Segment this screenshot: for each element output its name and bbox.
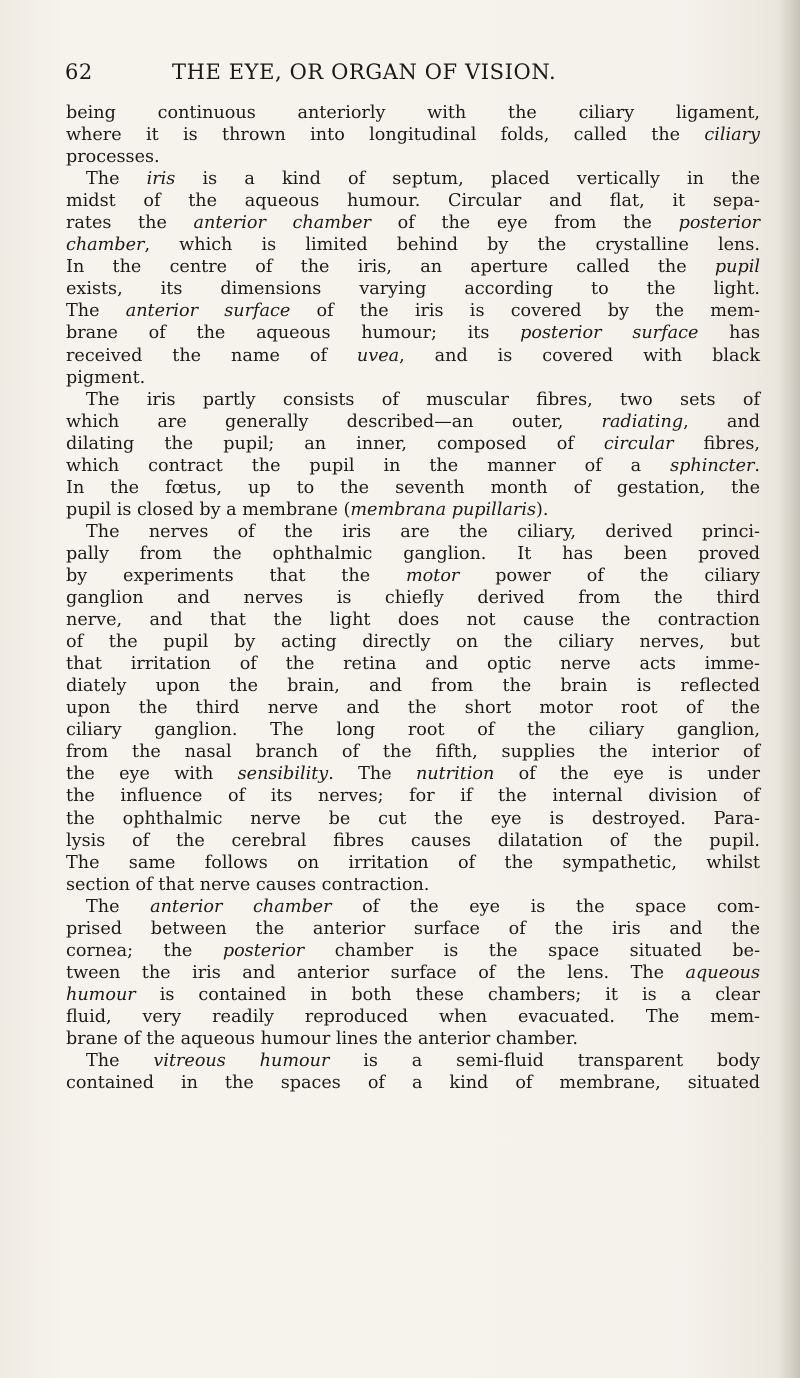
text-line: of the pupil by acting directly on the ciliary nerves, but [66, 632, 760, 653]
page-header [65, 60, 735, 90]
text-line: the eye with sensibility. The nutrition of the eye is under [66, 764, 760, 785]
text-line: fluid, very readily reproduced when evacuated. The mem- [66, 1006, 760, 1027]
text-line: pupil is closed by a membrane (membrana pupillaris). [66, 499, 549, 520]
text-line: The anterior chamber of the eye is the space com- [86, 896, 760, 917]
text-line: ganglion and nerves is chiefly derived from the third [66, 588, 760, 609]
text-line: nerve, and that the light does not cause the contraction [66, 610, 760, 631]
text-line: lysis of the cerebral fibres causes dilatation of the pupil. [66, 830, 760, 851]
text-line: processes. [66, 147, 160, 168]
text-line: The iris is a kind of septum, placed vertically in the [86, 169, 760, 190]
text-line: tween the iris and anterior surface of the lens. The aqueous [66, 962, 760, 983]
text-line: pally from the ophthalmic ganglion. It has been proved [66, 543, 760, 564]
text-line: received the name of uvea, and is covered with black [66, 345, 760, 366]
text-line: that irritation of the retina and optic nerve acts imme- [66, 654, 760, 675]
text-line: where it is thrown into longitudinal folds, called the ciliary [66, 125, 760, 146]
page-number: 62 [65, 60, 93, 84]
text-line: by experiments that the motor power of the ciliary [66, 565, 760, 586]
text-line: upon the third nerve and the short motor root of the [66, 698, 760, 719]
text-line: which are generally described—an outer, radiating, and [66, 411, 760, 432]
text-line: prised between the anterior surface of the iris and the [66, 918, 760, 939]
text-line: The vitreous humour is a semi-fluid transparent body [86, 1051, 760, 1072]
text-line: The nerves of the iris are the ciliary, derived princi- [86, 521, 760, 542]
text-line: The iris partly consists of muscular fibres, two sets of [86, 389, 760, 410]
text-line: dilating the pupil; an inner, composed of circular fibres, [66, 433, 760, 454]
text-line: exists, its dimensions varying according to the light. [66, 279, 760, 300]
text-line: midst of the aqueous humour. Circular and flat, it sepa- [66, 191, 760, 212]
running-title: THE EYE, OR ORGAN OF VISION. [172, 60, 557, 84]
text-line: In the fœtus, up to the seventh month of gestation, the [66, 477, 760, 498]
text-line: diately upon the brain, and from the brain is reflected [66, 676, 760, 697]
body-text [66, 102, 760, 1094]
text-line: cornea; the posterior chamber is the space situated be- [66, 940, 761, 961]
text-line: humour is contained in both these chambers; it is a clear [66, 984, 760, 1005]
text-line: which contract the pupil in the manner of a sphincter. [66, 455, 760, 476]
text-line: The anterior surface of the iris is covered by the mem- [66, 301, 760, 322]
text-line: In the centre of the iris, an aperture called the pupil [66, 257, 760, 278]
text-line: chamber, which is limited behind by the crystalline lens. [66, 235, 760, 256]
text-line: brane of the aqueous humour; its posterior surface has [66, 323, 760, 344]
page-edge-shadow [778, 0, 800, 1378]
text-line: contained in the spaces of a kind of membrane, situated [66, 1073, 760, 1094]
text-line: the influence of its nerves; for if the internal division of [66, 786, 760, 807]
text-line: rates the anterior chamber of the eye from the posterior [66, 213, 760, 234]
text-line: being continuous anteriorly with the ciliary ligament, [66, 103, 760, 123]
text-line: the ophthalmic nerve be cut the eye is destroyed. Para- [66, 808, 760, 829]
text-line: section of that nerve causes contraction. [66, 874, 430, 895]
text-line: The same follows on irritation of the sympathetic, whilst [66, 852, 760, 873]
text-line: brane of the aqueous humour lines the anterior chamber. [66, 1028, 578, 1049]
text-line: from the nasal branch of the fifth, supplies the interior of [66, 742, 760, 763]
text-line: pigment. [66, 367, 146, 388]
text-line: ciliary ganglion. The long root of the ciliary ganglion, [66, 720, 760, 741]
